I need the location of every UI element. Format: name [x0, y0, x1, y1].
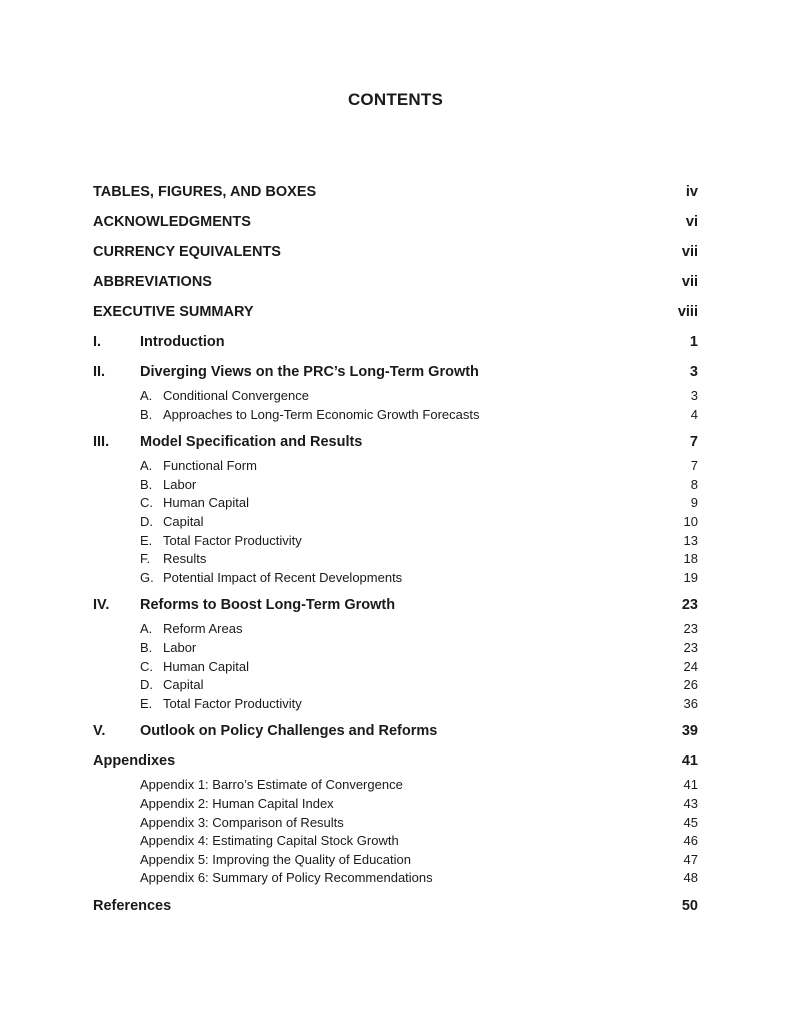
toc-section[interactable] [93, 458, 698, 477]
section-title: Results [163, 551, 207, 567]
section-title: Human Capital [163, 658, 249, 674]
section-letter: C. [140, 495, 153, 511]
section-title: Total Factor Productivity [163, 532, 302, 548]
chapter-2-sections [93, 388, 698, 425]
toc-page-number: 8 [690, 476, 698, 492]
toc-page-number: 18 [683, 551, 698, 567]
page-title: CONTENTS [347, 90, 444, 109]
table-of-contents [93, 184, 698, 928]
section-letter: F. [140, 551, 151, 567]
toc-page-number: 13 [683, 532, 698, 548]
toc-entry-references[interactable] [93, 898, 698, 928]
toc-page-number: 23 [681, 597, 698, 614]
appendix-title: Appendix 3: Comparison of Results [140, 814, 344, 830]
toc-entry-executive-summary[interactable] [93, 304, 698, 334]
toc-entry-currency-equivalents[interactable] [93, 244, 698, 274]
chapter-number: V. [93, 723, 106, 740]
chapter-4-sections [93, 621, 698, 714]
toc-page-number: vii [681, 274, 698, 290]
toc-entry-label: Appendixes [93, 753, 176, 770]
toc-section[interactable] [93, 570, 698, 589]
toc-page-number: 50 [681, 897, 698, 914]
toc-appendix[interactable] [93, 796, 698, 815]
toc-entry-label: ABBREVIATIONS [93, 274, 212, 290]
toc-page-number: 7 [690, 458, 698, 474]
section-title: Conditional Convergence [163, 388, 309, 403]
section-letter: E. [140, 532, 153, 548]
section-letter: B. [140, 639, 153, 655]
appendix-title: Appendix 4: Estimating Capital Stock Growth [140, 833, 399, 849]
toc-entry-label: References [93, 897, 172, 914]
toc-appendix[interactable] [93, 815, 698, 834]
toc-page-number: 41 [681, 753, 698, 770]
section-title: Labor [163, 476, 197, 492]
toc-page-number: 3 [690, 388, 698, 403]
section-title: Human Capital [163, 495, 249, 511]
toc-section[interactable] [93, 388, 698, 407]
chapter-number: II. [93, 364, 106, 380]
section-letter: C. [140, 658, 153, 674]
chapter-title: Model Specification and Results [140, 434, 363, 451]
section-letter: B. [140, 476, 153, 492]
toc-page-number: 4 [690, 406, 698, 422]
section-letter: A. [140, 458, 153, 474]
toc-section[interactable] [93, 495, 698, 514]
toc-chapter-1[interactable] [93, 334, 698, 364]
section-letter: A. [140, 621, 153, 637]
appendix-title: Appendix 6: Summary of Policy Recommendations [140, 870, 433, 886]
toc-entry-label: CURRENCY EQUIVALENTS [93, 244, 281, 260]
toc-page-number: 41 [683, 777, 698, 793]
chapter-title: Reforms to Boost Long-Term Growth [140, 597, 396, 614]
chapter-number: IV. [93, 597, 110, 614]
toc-appendix[interactable] [93, 852, 698, 871]
toc-page-number: 45 [683, 814, 698, 830]
toc-page-number: vi [685, 214, 698, 230]
toc-page-number: 1 [689, 334, 698, 350]
toc-appendix[interactable] [93, 777, 698, 796]
section-letter: E. [140, 695, 153, 711]
appendix-list [93, 777, 698, 889]
toc-entry-abbreviations[interactable] [93, 274, 698, 304]
toc-appendix[interactable] [93, 870, 698, 889]
section-title: Capital [163, 677, 204, 693]
section-title: Potential Impact of Recent Developments [163, 569, 403, 585]
section-letter: D. [140, 677, 153, 693]
chapter-title: Introduction [140, 334, 225, 350]
toc-entry-tables-figures-boxes[interactable] [93, 184, 698, 214]
section-title: Functional Form [163, 458, 257, 474]
toc-chapter-5[interactable] [93, 723, 698, 753]
toc-section[interactable] [93, 514, 698, 533]
toc-entry-label: TABLES, FIGURES, AND BOXES [93, 184, 317, 200]
toc-page-number: 23 [683, 621, 698, 637]
toc-page-number: 47 [683, 851, 698, 867]
toc-entry-label: EXECUTIVE SUMMARY [93, 304, 254, 320]
appendix-title: Appendix 5: Improving the Quality of Education [140, 851, 411, 867]
toc-section[interactable] [93, 533, 698, 552]
toc-entry-label: ACKNOWLEDGMENTS [93, 214, 251, 230]
chapter-title: Outlook on Policy Challenges and Reforms [140, 723, 438, 740]
toc-page-number: 23 [683, 639, 698, 655]
toc-page-number: 9 [690, 495, 698, 511]
toc-section[interactable] [93, 407, 698, 426]
toc-section[interactable] [93, 477, 698, 496]
toc-appendix[interactable] [93, 833, 698, 852]
chapter-number: III. [93, 434, 110, 451]
toc-page-number: viii [677, 304, 698, 320]
toc-page-number: 24 [683, 658, 698, 674]
toc-page-number: 43 [683, 795, 698, 811]
toc-page-number: 10 [683, 513, 698, 529]
toc-section[interactable] [93, 659, 698, 678]
section-letter: A. [140, 388, 153, 403]
chapter-number: I. [93, 334, 102, 350]
toc-page-number: 48 [683, 870, 698, 886]
section-title: Labor [163, 639, 197, 655]
chapter-3-sections [93, 458, 698, 588]
toc-page-number: 7 [689, 434, 698, 451]
toc-entry-acknowledgments[interactable] [93, 214, 698, 244]
section-title: Total Factor Productivity [163, 695, 302, 711]
toc-section[interactable] [93, 551, 698, 570]
appendix-title: Appendix 1: Barro’s Estimate of Convergence [140, 777, 403, 793]
chapter-title: Diverging Views on the PRC’s Long-Term Growth [140, 364, 479, 380]
toc-page-number: 19 [683, 569, 698, 585]
toc-section[interactable] [93, 696, 698, 715]
section-letter: D. [140, 513, 153, 529]
toc-page-number: 39 [681, 723, 698, 740]
toc-page-number: vii [681, 244, 698, 260]
toc-page-number: 46 [683, 833, 698, 849]
toc-page-number: 3 [689, 364, 698, 380]
section-letter: G. [140, 569, 154, 585]
toc-page-number: 26 [683, 677, 698, 693]
toc-section[interactable] [93, 621, 698, 640]
toc-page-number: 36 [683, 695, 698, 711]
section-title: Approaches to Long-Term Economic Growth Forecasts [163, 406, 480, 422]
toc-section[interactable] [93, 640, 698, 659]
appendix-title: Appendix 2: Human Capital Index [140, 795, 334, 811]
toc-page-number: iv [685, 184, 698, 200]
section-title: Capital [163, 513, 204, 529]
toc-section[interactable] [93, 677, 698, 696]
section-title: Reform Areas [163, 621, 243, 637]
section-letter: B. [140, 406, 153, 422]
